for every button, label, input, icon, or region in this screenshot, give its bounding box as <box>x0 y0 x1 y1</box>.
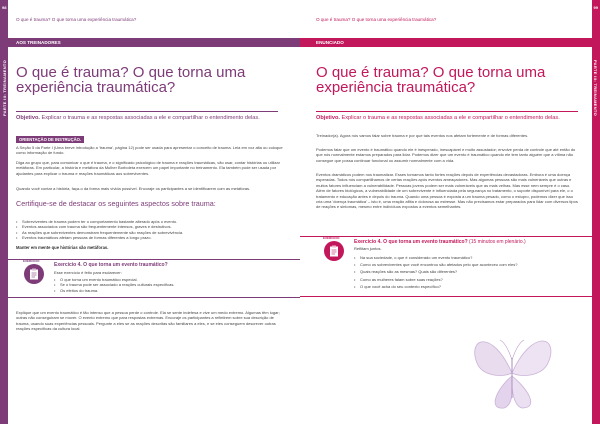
instruction-tag: ORIENTAÇÃO DE INSTRUÇÃO. <box>16 136 84 143</box>
aspects-list <box>16 219 284 241</box>
list-item: • O que você acha do seu contexto específico? <box>354 283 578 290</box>
exercise-title: Exercício 4. O que torna um evento traumático? <box>54 262 168 268</box>
running-head: O que é trauma? O que torna uma experiência traumática? <box>16 17 137 22</box>
clipboard-icon <box>329 245 339 257</box>
exercise-box <box>300 236 592 245</box>
list-item: • Eventos associados com trauma são frequentemente intensos, graves e destrutivos. <box>16 224 284 229</box>
clipboard-icon <box>29 268 39 280</box>
exercise-intro: Reflitam juntos. <box>354 246 382 251</box>
exercise-badge <box>23 259 44 284</box>
list-item: • O que torna um evento traumático especial. <box>54 277 284 282</box>
list-item: • Eventos traumáticos afetam pessoas de formas diferentes a longo prazo. <box>16 235 284 240</box>
running-head: O que é trauma? O que torna uma experiência traumática? <box>316 17 437 22</box>
intro-paragraph-1: A Seção 5 da Parte I (Uma breve introdução a 'trauma', página 12) pode ser usada para apresentar o conceito de trauma. Leia em voz alta ou coloque como informação de fundo. <box>16 145 283 156</box>
objective-label: Objetivo. <box>316 115 340 121</box>
exercise-badge <box>323 236 344 261</box>
metaphor-note: Manter em mente que histórias são metáforas. <box>16 245 109 250</box>
list-item: • Os efeitos do trauma. <box>54 288 284 293</box>
closing-paragraph: Explique que um evento traumático é tão intenso que a pessoa perde o controle. Ela se sente indefesa e vive um medo extremo. Algumas têm lugar; outras não conseguiram se mover. O evento extremo que para respostas extremas. Encoraje os participantes a refletirem sobre sua descrição de trauma, usando suas experiências pessoais. Pergunte a eles se as reações descritas são familiares a eles, e se eles conseguem descrever outras reações específicas da cultura local. <box>16 310 280 332</box>
exercise-title-text: Exercício 4. O que torna um evento traumático? <box>354 239 468 245</box>
exercise-divider <box>0 297 300 298</box>
objective-text: Explicar o trauma e as respostas associadas a ele e compartilhar o entendimento delas. <box>39 115 260 121</box>
list-item: • Quais reações são as mesmas? Quais são diferentes? <box>354 268 578 275</box>
list-item: • Como os sobreviventes que você encontrou são afetados pelo que aconteceu com eles? <box>354 261 578 268</box>
vulnerability-paragraph: Eventos dramáticos podem nos traumatizar. Esses tornamos tanto fortes reações depois de experiências devastadoras. Embora é uma doença esperadas. Todos nós compartilhamos de certas reações após eventos ameaçadores. Mas algumas pessoas são mais vulneráveis que outras e muitos fatores influenciam a vulnerabilidade. Pessoas jovens podem ser mais vulneráveis que as mais velhas. Mas esse nem sempre é o caso. Além de fatores biológicos, a vulnerabilidade de um sobrevivente é influenciada pela segurança no tratamento, o suporte disponível para ele, o o tratamento e educação antes e depois do trauma. Quando uma pessoa é exposta a um trauma pesado, como o estupro, podemos dizer que isso cria uma 'doença traumática' – isto é, uma reação aflita e dolorosa ao estresse. Mas não precisamos estar preparados para lidar com diversos tipos de reações e sintomas, mesmo entre indivíduos expostos a eventos semelhantes. <box>316 172 578 210</box>
section-heading: Certifique-se de destacar os seguintes aspectos sobre trauma: <box>16 199 216 208</box>
definition-paragraph: Podemos falar que um evento é traumático quando ele é inesperado, inescapável e muito assustador; envolve perda de controle que até então do que nós normalmente estamos preparados para lidar. Podemos dizer que um evento é traumático quando ele tem tanto alguém que a vítima não consegue que possa continuar funcional ou assumir normalmente com a vida. <box>316 147 576 163</box>
list-item: • As reações que sobreviventes demonstram frequentemente são reações de sobrevivência. <box>16 230 284 235</box>
exercise-title <box>300 237 592 245</box>
objective <box>316 111 578 122</box>
exercise-box <box>0 259 300 268</box>
page-title: O que é trauma? O que torna uma experiência traumática? <box>16 64 246 96</box>
intro-paragraph-2: Diga ao grupo que, para comunicar o que é trauma, e o significado psicológico de trauma e reações traumáticas, vão usar, contar histórias ou utilizar metáforas. Em particular, a história e metáfora da Mulher Borboleta exercem um papel importante no treinamento. Ela também pode ser usada por ajudantes para explicar o trauma e reações traumáticas aos sobreviventes. <box>16 160 280 176</box>
exercise-badge-label: EXERCÍCIO <box>323 236 340 240</box>
list-item: • Como as mulheres falam sobre suas reações? <box>354 276 578 283</box>
section-band: AOS TREINADORES <box>0 38 300 47</box>
trainer-paragraph: Treinador(a). Agora nós vamos falar sobre trauma e por que tais eventos nos afetam fortemente e de formas diferentes. <box>316 133 529 138</box>
list-item: • Se o trauma pode ser associado a reações culturais específicas. <box>54 282 284 287</box>
list-item: • Na sua sociedade, o que é considerado um evento traumático? <box>354 254 578 261</box>
butterfly-illustration <box>462 318 562 418</box>
exercise-time: (15 minutos em plenário.) <box>467 239 526 245</box>
exercise-badge-label: EXERCÍCIO <box>23 259 40 263</box>
exercise-intro: Esse exercício é feito para esclarecer: <box>54 270 122 275</box>
objective-text: Explicar o trauma e as respostas associadas a ele e compartilhar o entendimento delas. <box>339 115 560 121</box>
exercise-list <box>54 277 284 293</box>
exercise-list <box>354 254 578 290</box>
list-item: • Sobreviventes de trauma podem ter o comportamento bastante alterado após o evento. <box>16 219 284 224</box>
exercise-divider <box>300 296 592 297</box>
side-tab-label: PARTE III: TREINAMENTO <box>593 60 598 117</box>
objective <box>16 111 278 122</box>
page-number: 98 <box>2 5 7 10</box>
page-title: O que é trauma? O que torna uma experiência traumática? <box>316 64 546 96</box>
page-number: 99 <box>593 5 598 10</box>
intro-paragraph-3: Quando você contar a história, faça-o da forma mais vívida possível. Encoraje os participantes a se identificarem com as metáforas. <box>16 186 251 191</box>
side-tab-label: PARTE III: TREINAMENTO <box>2 60 7 117</box>
right-page <box>300 0 600 424</box>
objective-label: Objetivo. <box>16 115 40 121</box>
section-band: ENUNCIADO <box>300 38 592 47</box>
